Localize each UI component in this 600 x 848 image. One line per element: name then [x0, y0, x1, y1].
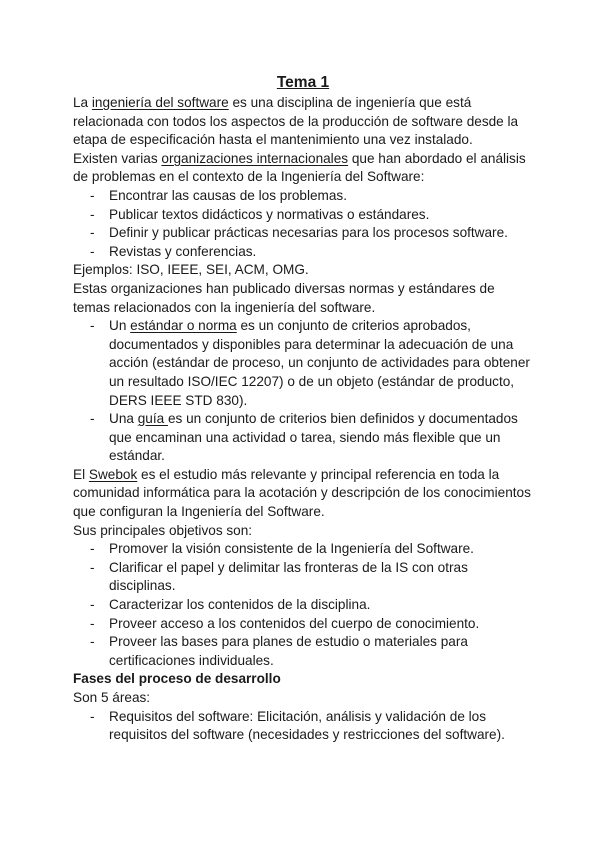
- swebok-paragraph: [73, 466, 533, 522]
- areas-list: [73, 708, 533, 745]
- list-item: - Caracterizar los contenidos de la disciplina.: [73, 596, 533, 615]
- swebok-text: El: [73, 466, 89, 482]
- intro-paragraph: [73, 94, 533, 150]
- estandar-term: estándar o norma: [130, 318, 237, 334]
- orgs-text-rest: que han abordado el análisis de problemas en el contexto de la Ingeniería del Software:: [73, 150, 526, 185]
- orgs-paragraph: [73, 150, 533, 187]
- guia-term: guía: [137, 411, 168, 427]
- guide-text: Una: [109, 411, 138, 427]
- list-item: - Proveer acceso a los contenidos del cuerpo de conocimiento.: [73, 615, 533, 634]
- list-item: - Proveer las bases para planes de estudio o materiales para certificaciones individuales.: [73, 633, 533, 670]
- list-item-standard: [73, 317, 533, 410]
- list-item: - Promover la visión consistente de la Ingeniería del Software.: [73, 540, 533, 559]
- list-item: - Definir y publicar prácticas necesarias para los procesos software.: [73, 224, 533, 243]
- standard-text: Un: [109, 318, 131, 334]
- swebok-term: Swebok: [88, 466, 138, 482]
- organizaciones-term: organizaciones internacionales: [161, 150, 349, 166]
- list-item: - Requisitos del software: Elicitación, análisis y validación de los requisitos del software (necesidades y restricciones del software).: [73, 708, 533, 745]
- objectives-intro: Sus principales objetivos son:: [73, 522, 253, 538]
- norms-list: [73, 317, 533, 466]
- intro-text: La: [73, 95, 92, 110]
- swebok-text-rest: es el estudio más relevante y principal referencia en toda la comunidad informática para la acotación y descripción de los conocimientos que configuran la Ingeniería del Software.: [73, 466, 531, 520]
- areas-intro: Son 5 áreas:: [73, 690, 151, 705]
- list-item: - Encontrar las causas de los problemas.: [73, 187, 533, 206]
- examples-line: Ejemplos: ISO, IEEE, SEI, ACM, OMG.: [73, 262, 309, 278]
- ingenieria-software-term: ingeniería del software: [91, 95, 229, 110]
- objectives-list: [73, 540, 533, 670]
- document-content: [73, 73, 533, 745]
- orgs-list: [73, 187, 533, 261]
- list-item-guide: [73, 410, 533, 466]
- norms-paragraph: Estas organizaciones han publicado diversas normas y estándares de temas relacionados con la ingeniería del software.: [73, 280, 495, 315]
- standard-text-rest: es un conjunto de criterios aprobados, documentados y disponibles para determinar la adecuación de una acción (estándar de proceso, un conjunto de actividades para obtener un resultado ISO/IEC 12207) o de un objeto (estándar de producto, DERS IEEE STD 830).: [109, 318, 530, 408]
- intro-text-rest: es una disciplina de ingeniería que está relacionada con todos los aspectos de la producción de software desde la etapa de especificación hasta el mantenimiento una vez instalado.: [73, 95, 519, 148]
- orgs-text: Existen varias: [73, 150, 162, 166]
- page-title: Tema 1: [276, 74, 330, 91]
- phases-heading: Fases del proceso de desarrollo: [73, 671, 281, 687]
- list-item: - Revistas y conferencias.: [73, 243, 533, 262]
- list-item: - Clarificar el papel y delimitar las fronteras de la IS con otras disciplinas.: [73, 559, 533, 596]
- guide-text-rest: es un conjunto de criterios bien definidos y documentados que encaminan una actividad o tarea, siendo más flexible que un estándar.: [109, 411, 518, 464]
- list-item: - Publicar textos didácticos y normativas o estándares.: [73, 206, 533, 225]
